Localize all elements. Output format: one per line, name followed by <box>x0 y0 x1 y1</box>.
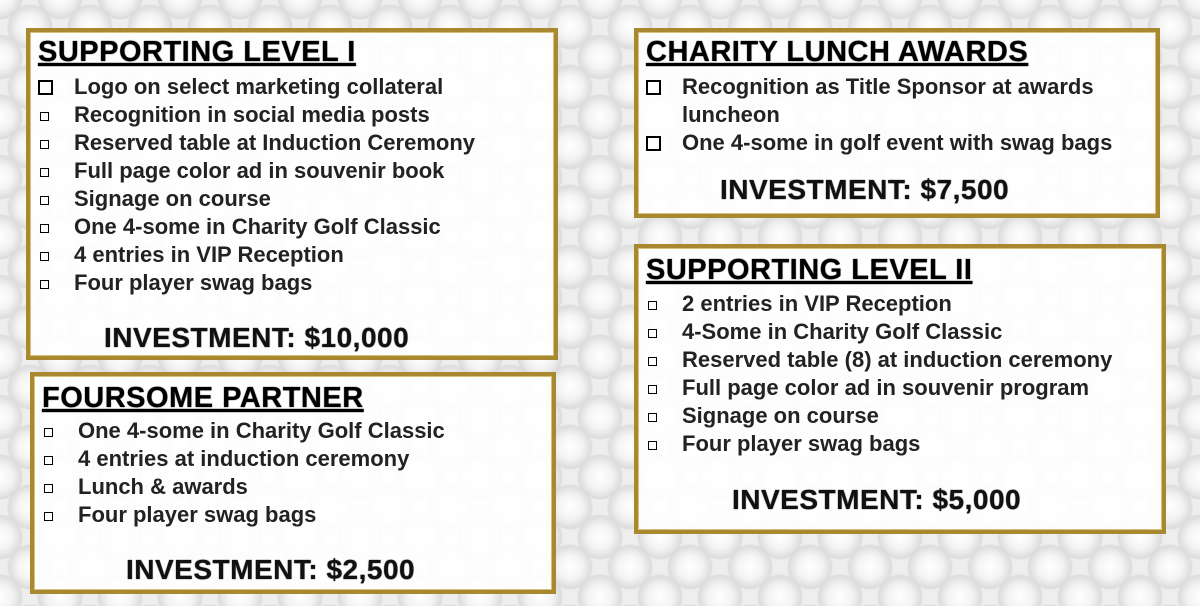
checkbox-bullet-icon <box>44 456 53 465</box>
checkbox-bullet-icon <box>40 280 49 289</box>
card-supporting-level-2: SUPPORTING LEVEL II 2 entries in VIP Reception 4-Some in Charity Golf Classic Reserved table (8) at induction ceremony Full page color ad in souvenir program Signage on course Four player swag bags INVESTMENT: $5,000 <box>634 244 1166 534</box>
checkbox-bullet-icon <box>648 357 657 366</box>
checkbox-bullet-icon <box>40 168 49 177</box>
card-title: SUPPORTING LEVEL II <box>646 254 973 286</box>
card-supporting-level-1: SUPPORTING LEVEL I Logo on select marketing collateral Recognition in social media posts Reserved table at Induction Ceremony Full page color ad in souvenir book Signage on course One 4-some in Charity Golf Classic 4 entries in VIP Reception Four player swag bags INVESTMENT: $10,000 <box>26 28 558 360</box>
checkbox-bullet-icon <box>40 224 49 233</box>
checkbox-bullet-icon <box>648 329 657 338</box>
checkbox-bullet-icon <box>44 512 53 521</box>
checkbox-bullet-icon <box>648 385 657 394</box>
checkbox-bullet-icon <box>646 136 661 151</box>
checkbox-bullet-icon <box>40 140 49 149</box>
investment-amount: INVESTMENT: $10,000 <box>104 322 410 353</box>
card-title: CHARITY LUNCH AWARDS <box>646 36 1029 68</box>
checkbox-bullet-icon <box>38 80 53 95</box>
checkbox-bullet-icon <box>648 413 657 422</box>
checkbox-bullet-icon <box>40 252 49 261</box>
card-title: SUPPORTING LEVEL I <box>38 36 356 68</box>
checkbox-bullet-icon <box>44 428 53 437</box>
checkbox-bullet-icon <box>44 484 53 493</box>
investment-amount: INVESTMENT: $2,500 <box>126 554 416 585</box>
checkbox-bullet-icon <box>648 441 657 450</box>
investment-amount: INVESTMENT: $7,500 <box>720 174 1010 205</box>
checkbox-bullet-icon <box>40 112 49 121</box>
checkbox-bullet-icon <box>40 196 49 205</box>
checkbox-bullet-icon <box>646 80 661 95</box>
card-foursome-partner: FOURSOME PARTNER One 4-some in Charity Golf Classic 4 entries at induction ceremony Lunch & awards Four player swag bags INVESTMENT: $2,500 <box>30 372 556 594</box>
card-title: FOURSOME PARTNER <box>42 382 364 414</box>
investment-amount: INVESTMENT: $5,000 <box>732 484 1022 515</box>
checkbox-bullet-icon <box>648 301 657 310</box>
card-charity-lunch-awards: CHARITY LUNCH AWARDS Recognition as Title Sponsor at awards luncheon One 4-some in golf event with swag bags INVESTMENT: $7,500 <box>634 28 1160 218</box>
